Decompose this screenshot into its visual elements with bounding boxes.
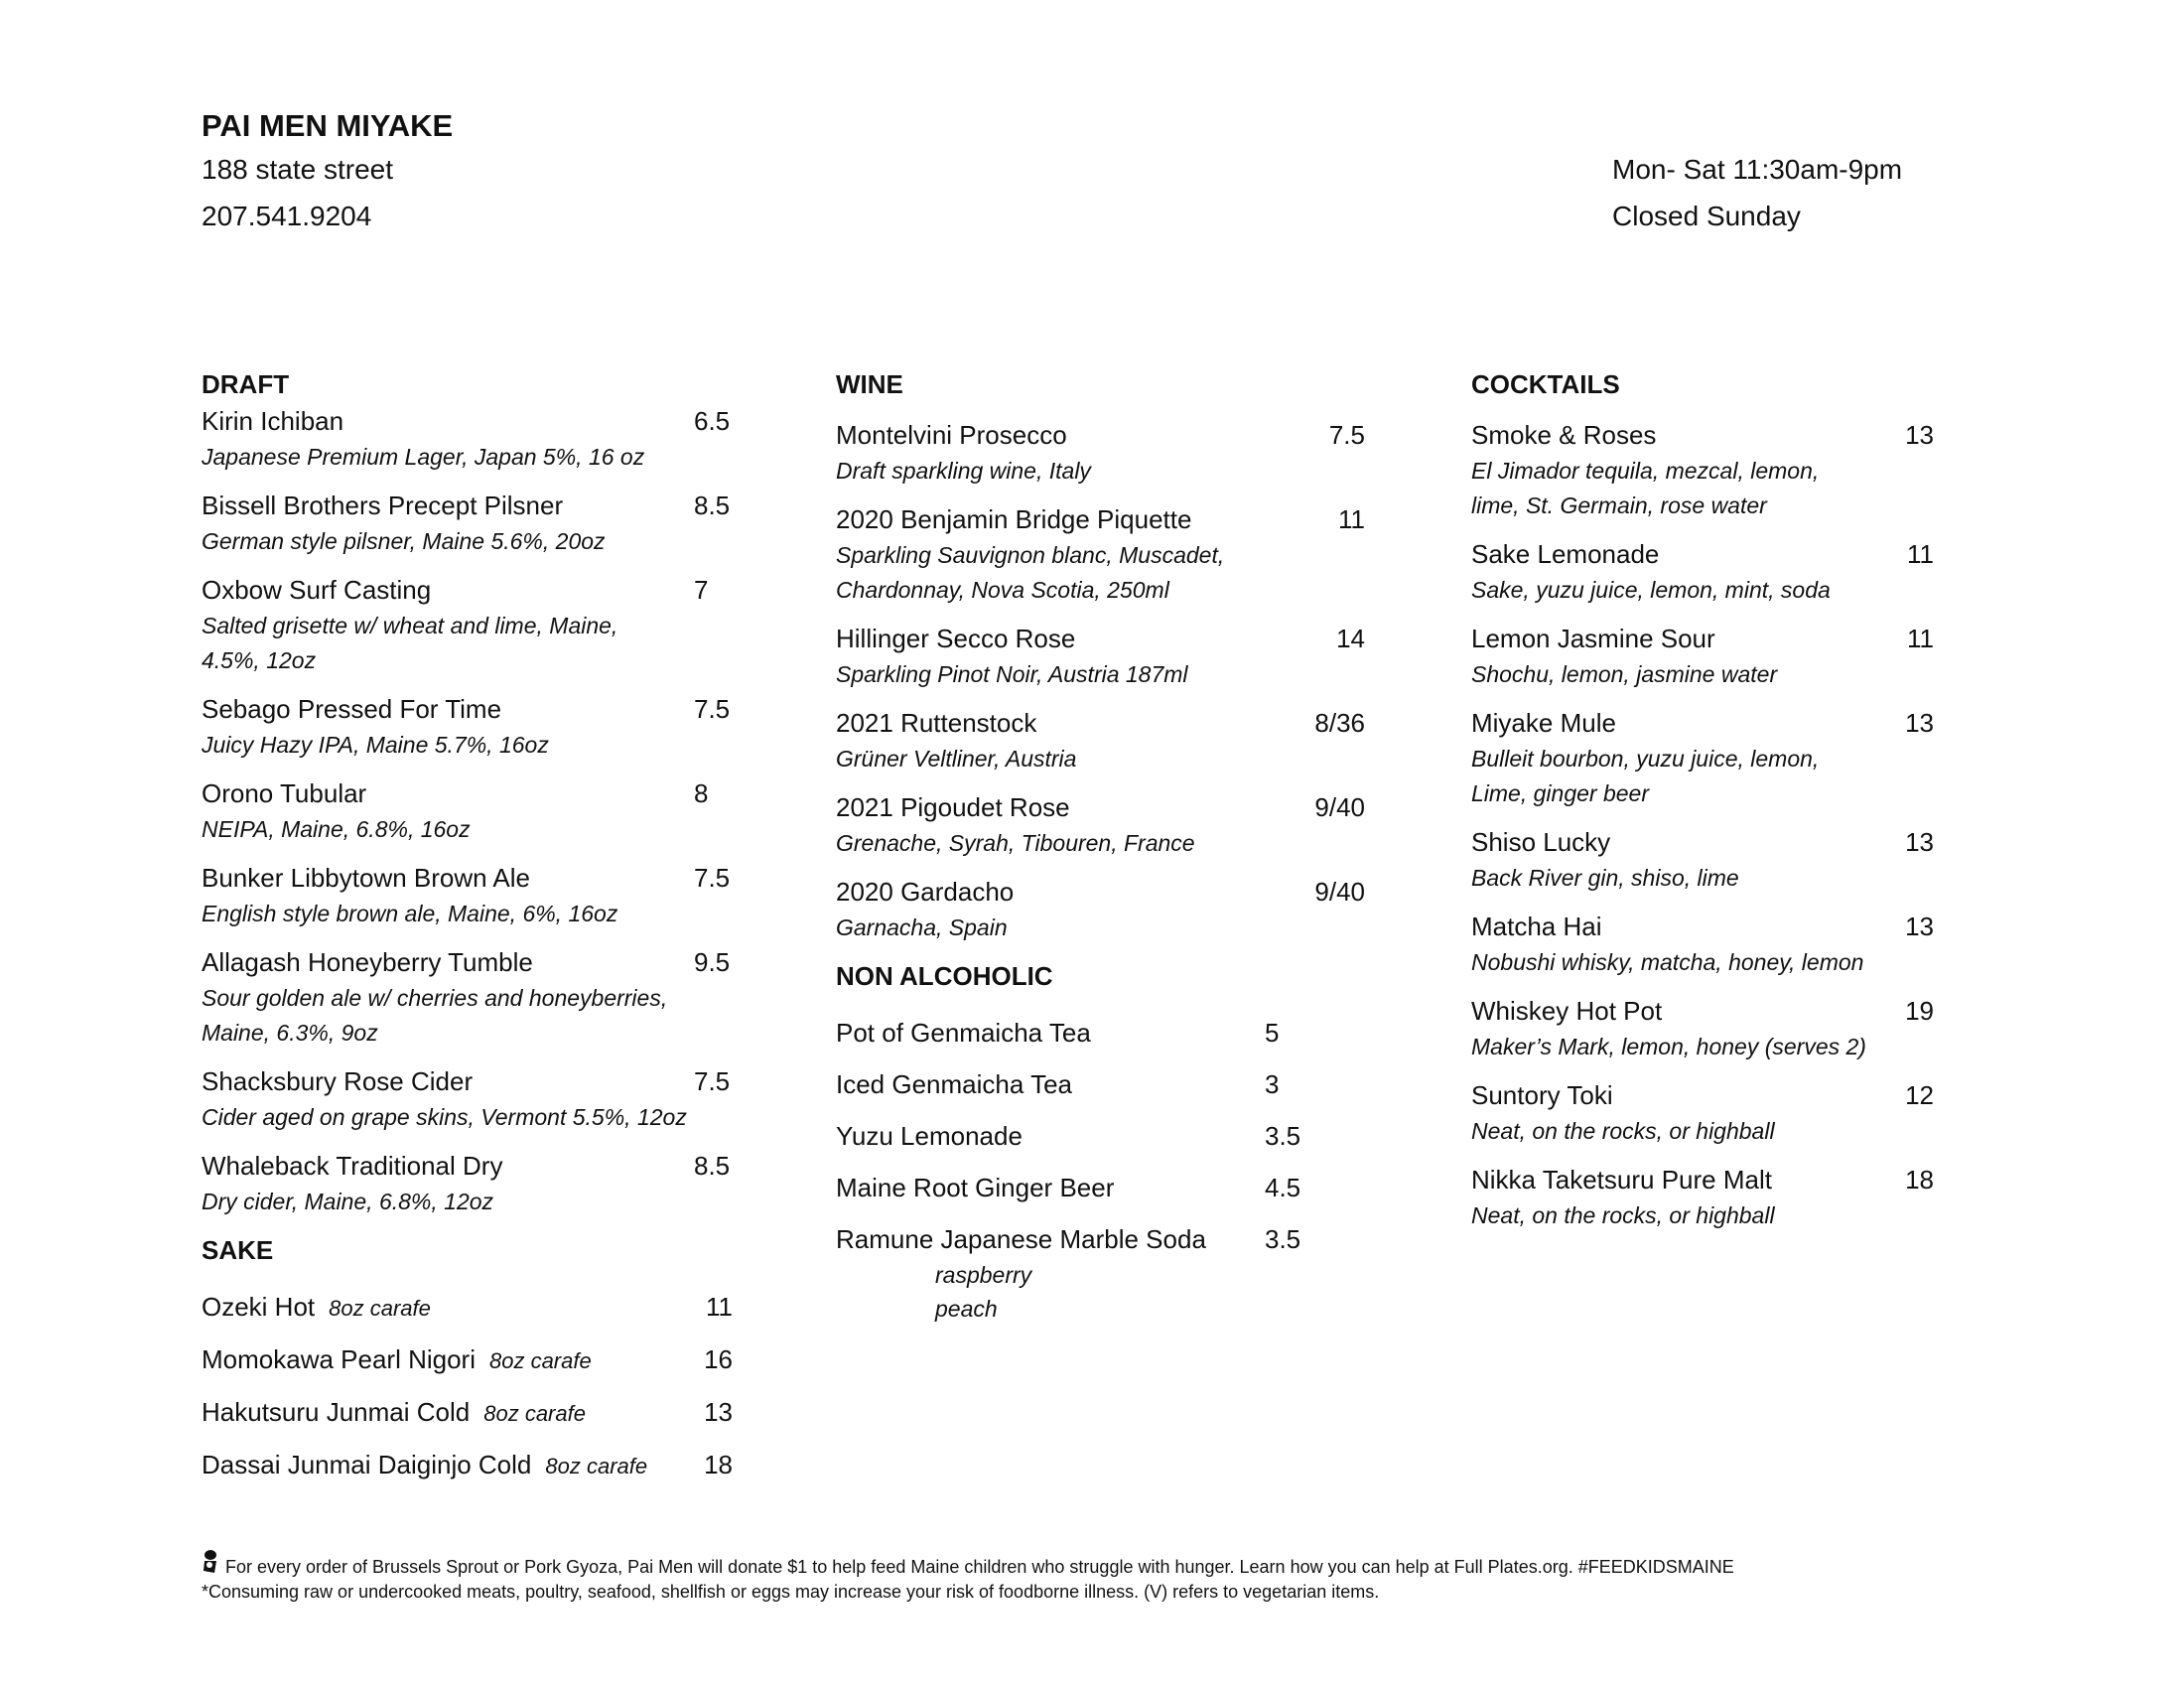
phone: 207.541.9204 [202,201,372,231]
item-name-text: Hillinger Secco Rose [836,624,1076,653]
menu-item [836,501,1372,608]
menu-column-middle [836,366,1372,1340]
item-name-text: Yuzu Lemonade [836,1121,1023,1151]
menu-item [836,1221,1372,1326]
donation-note [202,1549,1734,1581]
item-description: Chardonnay, Nova Scotia, 250ml [836,577,1169,603]
item-name [1471,417,1938,454]
item-name [836,874,1372,911]
item-price: 7.5 [1328,420,1365,450]
menu-item [202,403,738,475]
menu-item [836,1015,1372,1052]
item-name-text: Matcha Hai [1471,912,1602,941]
item-serving-note: 8oz carafe [483,1401,586,1426]
restaurant-name: PAI MEN MIYAKE [202,108,454,143]
item-name [202,1063,738,1100]
item-name [202,1447,738,1484]
menu-item [202,691,738,763]
item-name-text: Shiso Lucky [1471,827,1611,857]
item-price: 11 [1907,539,1934,569]
item-serving-note: 8oz carafe [488,1348,592,1373]
item-name [836,789,1372,826]
item-name [202,1341,738,1379]
item-description: Back River gin, shiso, lime [1471,865,1739,891]
item-name-text: Montelvini Prosecco [836,420,1067,450]
item-price: 4.5 [1265,1173,1301,1202]
item-name-text: Iced Genmaicha Tea [836,1069,1072,1099]
menu-column-right [1471,366,1938,1246]
item-description: Juicy Hazy IPA, Maine 5.7%, 16oz [202,732,549,758]
menu-section-cocktails [1471,366,1938,1233]
menu-item [836,417,1372,489]
item-name [836,705,1372,742]
item-price: 6.5 [694,406,731,436]
item-name [1471,824,1938,861]
item-name [202,860,738,897]
item-description: Sparkling Pinot Noir, Austria 187ml [836,661,1188,687]
item-flavor: raspberry [935,1262,1032,1288]
item-description: Japanese Premium Lager, Japan 5%, 16 oz [202,444,645,470]
menu-item [202,1447,738,1484]
item-name [202,488,738,524]
item-description: NEIPA, Maine, 6.8%, 16oz [202,816,471,842]
menu-item [836,621,1372,692]
item-description: German style pilsner, Maine 5.6%, 20oz [202,528,606,554]
chef-icon [202,1549,217,1571]
menu-item [202,572,738,678]
section-heading: NON ALCOHOLIC [836,961,1053,991]
menu-item [836,874,1372,945]
item-name [1471,621,1938,657]
menu-item [202,1394,738,1432]
item-name-text: 2021 Ruttenstock [836,708,1037,738]
item-price: 13 [1905,708,1934,738]
item-name-text: Ramune Japanese Marble Soda [836,1224,1206,1254]
item-name [1471,705,1938,742]
item-name [836,501,1372,538]
menu-item [836,789,1372,861]
item-name [202,1289,738,1327]
item-description: Dry cider, Maine, 6.8%, 12oz [202,1189,494,1214]
item-price: 7.5 [694,1066,731,1096]
item-description: Sparkling Sauvignon blanc, Muscadet, [836,542,1225,568]
item-name-text: Maine Root Ginger Beer [836,1173,1115,1202]
item-price: 11 [706,1292,733,1322]
address: 188 state street [202,154,394,185]
item-price: 9/40 [1314,792,1365,822]
item-name [202,775,738,812]
menu-item [1471,417,1938,523]
item-name [202,1148,738,1185]
menu-item [1471,1077,1938,1149]
item-name-text: Whiskey Hot Pot [1471,996,1663,1026]
item-price: 9.5 [694,947,731,977]
menu-item [1471,909,1938,980]
item-serving-note: 8oz carafe [545,1454,648,1478]
closed-day: Closed Sunday [1612,201,1801,231]
item-serving-note: 8oz carafe [329,1296,431,1321]
item-price: 8 [694,778,709,808]
item-name-text: Kirin Ichiban [202,406,344,436]
item-name-text: Smoke & Roses [1471,420,1657,450]
item-price: 7.5 [694,694,731,724]
item-description: Maine, 6.3%, 9oz [202,1020,378,1046]
item-name-text: Sake Lemonade [1471,539,1660,569]
item-name-text: Orono Tubular [202,778,367,808]
item-description: Shochu, lemon, jasmine water [1471,661,1778,687]
item-description: 4.5%, 12oz [202,647,317,673]
item-description: Sour golden ale w/ cherries and honeyberries, [202,985,668,1011]
hours: Mon- Sat 11:30am-9pm [1612,154,1903,185]
item-description: Grüner Veltliner, Austria [836,746,1077,772]
menu-section-non-alcoholic [836,958,1372,1326]
item-name-text: Lemon Jasmine Sour [1471,624,1715,653]
menu-item [1471,1162,1938,1233]
item-name-text: Bissell Brothers Precept Pilsner [202,491,564,520]
item-name-text: Miyake Mule [1471,708,1616,738]
item-price: 13 [704,1397,733,1427]
item-description: Nobushi whisky, matcha, honey, lemon [1471,949,1864,975]
item-name [1471,536,1938,573]
section-heading: COCKTAILS [1471,369,1620,399]
item-price: 13 [1905,912,1934,941]
item-name-text: 2020 Benjamin Bridge Piquette [836,504,1192,534]
item-name [1471,909,1938,945]
item-price: 11 [1907,624,1934,653]
menu-column-left [202,366,738,1499]
item-name-text: Dassai Junmai Daiginjo Cold [202,1450,532,1479]
item-price: 3 [1265,1069,1280,1099]
item-price: 18 [704,1450,733,1479]
menu-item [836,705,1372,776]
item-name-text: Suntory Toki [1471,1080,1613,1110]
item-description: Garnacha, Spain [836,914,1008,940]
item-price: 13 [1905,827,1934,857]
item-price: 18 [1905,1165,1934,1195]
item-name [1471,993,1938,1030]
menu-item [1471,993,1938,1064]
item-name [202,572,738,609]
item-description: Neat, on the rocks, or highball [1471,1202,1775,1228]
item-price: 14 [1336,624,1365,653]
item-name [1471,1162,1938,1198]
section-heading: SAKE [202,1235,274,1265]
item-description: Lime, ginger beer [1471,780,1649,806]
item-price: 7 [694,575,709,605]
item-name [202,691,738,728]
item-name [836,417,1372,454]
menu-section-sake [202,1232,738,1484]
item-name [836,1015,1372,1052]
menu-item [202,944,738,1051]
item-price: 19 [1905,996,1934,1026]
item-name-text: Shacksbury Rose Cider [202,1066,474,1096]
item-name-text: Whaleback Traditional Dry [202,1151,503,1181]
item-name [836,1066,1372,1103]
item-description: Cider aged on grape skins, Vermont 5.5%, 12oz [202,1104,687,1130]
item-description: El Jimador tequila, mezcal, lemon, [1471,458,1820,484]
item-price: 16 [704,1344,733,1374]
item-name-text: Ozeki Hot [202,1292,316,1322]
item-price: 8.5 [694,1151,731,1181]
item-name-text: Bunker Libbytown Brown Ale [202,863,530,893]
menu-section-draft [202,366,738,1219]
item-name-text: 2021 Pigoudet Rose [836,792,1070,822]
menu-item [202,775,738,847]
menu-section-wine [836,366,1372,945]
menu-item [202,1148,738,1219]
menu-item [202,488,738,559]
item-description: Maker’s Mark, lemon, honey (serves 2) [1471,1034,1866,1059]
item-price: 9/40 [1314,877,1365,907]
item-price: 8.5 [694,491,731,520]
item-description: Neat, on the rocks, or highball [1471,1118,1775,1144]
item-flavor: peach [935,1296,998,1322]
item-name [202,403,738,440]
item-description: Salted grisette w/ wheat and lime, Maine, [202,613,618,638]
disclaimer-text: *Consuming raw or undercooked meats, poultry, seafood, shellfish or eggs may increase your risk of foodborne illness. (V) refers to vegetarian items. [202,1582,1380,1602]
menu-item [1471,824,1938,896]
item-name-text: Momokawa Pearl Nigori [202,1344,476,1374]
item-name [202,1394,738,1432]
menu-item [1471,536,1938,608]
item-description: lime, St. Germain, rose water [1471,492,1767,518]
item-name-text: Sebago Pressed For Time [202,694,502,724]
item-name-text: Oxbow Surf Casting [202,575,432,605]
item-name-text: Nikka Taketsuru Pure Malt [1471,1165,1772,1195]
menu-item [202,1063,738,1135]
item-price: 12 [1905,1080,1934,1110]
item-description: Draft sparkling wine, Italy [836,458,1091,484]
section-heading: DRAFT [202,369,290,399]
item-price: 3.5 [1265,1121,1301,1151]
item-price: 3.5 [1265,1224,1301,1254]
item-name-text: Allagash Honeyberry Tumble [202,947,533,977]
item-price: 5 [1265,1018,1280,1048]
menu-item [1471,705,1938,811]
item-name [202,944,738,981]
item-price: 8/36 [1314,708,1365,738]
item-name [1471,1077,1938,1114]
item-description: Bulleit bourbon, yuzu juice, lemon, [1471,746,1820,772]
donation-text: For every order of Brussels Sprout or Pork Gyoza, Pai Men will donate $1 to help feed Maine children who struggle with hunger. Learn how you can help at Full Plates.org. #FEEDKIDSMAINE [225,1557,1734,1577]
menu-item [202,1289,738,1327]
item-description: Sake, yuzu juice, lemon, mint, soda [1471,577,1831,603]
item-name-text: Pot of Genmaicha Tea [836,1018,1091,1048]
section-heading: WINE [836,369,903,399]
menu-item [836,1170,1372,1206]
item-price: 13 [1905,420,1934,450]
item-name [836,621,1372,657]
menu-item [202,860,738,931]
item-name-text: 2020 Gardacho [836,877,1015,907]
menu-item [836,1066,1372,1103]
item-description: Grenache, Syrah, Tibouren, France [836,830,1195,856]
item-price: 11 [1338,504,1365,534]
item-price: 7.5 [694,863,731,893]
menu-item [836,1118,1372,1155]
menu-item [202,1341,738,1379]
item-description: English style brown ale, Maine, 6%, 16oz [202,901,618,926]
menu-item [1471,621,1938,692]
item-name-text: Hakutsuru Junmai Cold [202,1397,471,1427]
